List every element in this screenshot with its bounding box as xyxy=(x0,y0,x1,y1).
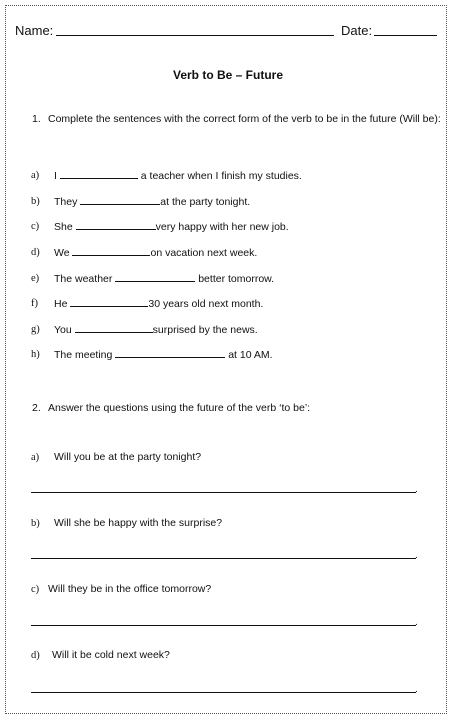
section2-instruction: Answer the questions using the future of the verb ‘to be’: xyxy=(48,402,311,414)
answer-line-end: . xyxy=(415,684,418,695)
sentence-c xyxy=(54,220,289,233)
blank-field[interactable] xyxy=(115,272,195,282)
question-c xyxy=(31,583,39,595)
answer-line-d[interactable] xyxy=(31,692,416,693)
sentence-start: You xyxy=(54,324,72,336)
section1-instruction: Complete the sentences with the correct form of the verb to be in the future (Will be): xyxy=(48,113,441,125)
sentence-start: I xyxy=(54,170,57,182)
sentence-end: better tomorrow. xyxy=(198,273,275,285)
blank-field[interactable] xyxy=(80,195,160,205)
blank-field[interactable] xyxy=(115,348,225,358)
question-b xyxy=(31,517,40,529)
name-label: Name: xyxy=(15,23,54,38)
item-letter: b) xyxy=(31,196,40,207)
sentence-f xyxy=(54,297,263,310)
exercise-item-a xyxy=(31,169,39,181)
exercise-item-h xyxy=(31,348,40,360)
answer-line-end: . xyxy=(415,550,418,561)
exercise-item-g xyxy=(31,323,40,335)
answer-line-end: . xyxy=(415,617,418,628)
question-letter: d) xyxy=(31,650,40,661)
question-text-d: Will it be cold next week? xyxy=(52,649,170,661)
date-field[interactable] xyxy=(374,35,437,36)
sentence-a xyxy=(54,169,302,182)
blank-field[interactable] xyxy=(70,297,148,307)
exercise-item-c xyxy=(31,220,39,232)
item-letter: e) xyxy=(31,273,40,284)
sentence-end: at the party tonight. xyxy=(160,196,251,208)
date-label: Date: xyxy=(341,23,373,38)
question-letter: b) xyxy=(31,518,40,529)
item-letter: d) xyxy=(31,247,40,258)
sentence-start: They xyxy=(54,196,78,208)
name-field[interactable] xyxy=(56,35,334,36)
item-letter: c) xyxy=(31,221,40,232)
exercise-item-e xyxy=(31,272,39,284)
sentence-end: very happy with her new job. xyxy=(155,221,289,233)
sentence-e xyxy=(54,272,274,285)
question-text-b: Will she be happy with the surprise? xyxy=(54,517,223,529)
answer-line-end: . xyxy=(415,484,418,495)
question-letter: c) xyxy=(31,584,40,595)
blank-field[interactable] xyxy=(72,246,150,256)
sentence-end: 30 years old next month. xyxy=(148,298,264,310)
blank-field[interactable] xyxy=(60,169,138,179)
sentence-g xyxy=(54,323,258,336)
sentence-h xyxy=(54,348,273,361)
question-text-c: Will they be in the office tomorrow? xyxy=(48,583,212,595)
blank-field[interactable] xyxy=(75,323,153,333)
page-title: Verb to Be – Future xyxy=(172,68,284,82)
section2-number: 2. xyxy=(32,402,41,414)
sentence-start: The weather xyxy=(54,273,113,285)
exercise-item-f xyxy=(31,297,38,309)
sentence-b xyxy=(54,195,250,208)
sentence-start: We xyxy=(54,247,70,259)
answer-line-c[interactable] xyxy=(31,625,416,626)
sentence-d xyxy=(54,246,257,259)
sentence-start: She xyxy=(54,221,73,233)
blank-field[interactable] xyxy=(76,220,156,230)
sentence-end: a teacher when I finish my studies. xyxy=(140,170,302,182)
sentence-start: The meeting xyxy=(54,349,113,361)
exercise-item-d xyxy=(31,246,40,258)
sentence-end: on vacation next week. xyxy=(150,247,258,259)
question-a xyxy=(31,451,39,463)
item-letter: h) xyxy=(31,349,40,360)
sentence-end: surprised by the news. xyxy=(152,324,258,336)
section1-number: 1. xyxy=(32,113,41,125)
question-text-a: Will you be at the party tonight? xyxy=(54,451,202,463)
question-letter: a) xyxy=(31,452,40,463)
answer-line-b[interactable] xyxy=(31,558,416,559)
sentence-end: at 10 AM. xyxy=(228,349,273,361)
item-letter: g) xyxy=(31,324,40,335)
item-letter: a) xyxy=(31,170,40,181)
item-letter: f) xyxy=(31,298,38,309)
sentence-start: He xyxy=(54,298,68,310)
exercise-item-b xyxy=(31,195,40,207)
answer-line-a[interactable] xyxy=(31,492,416,493)
question-d xyxy=(31,649,40,661)
